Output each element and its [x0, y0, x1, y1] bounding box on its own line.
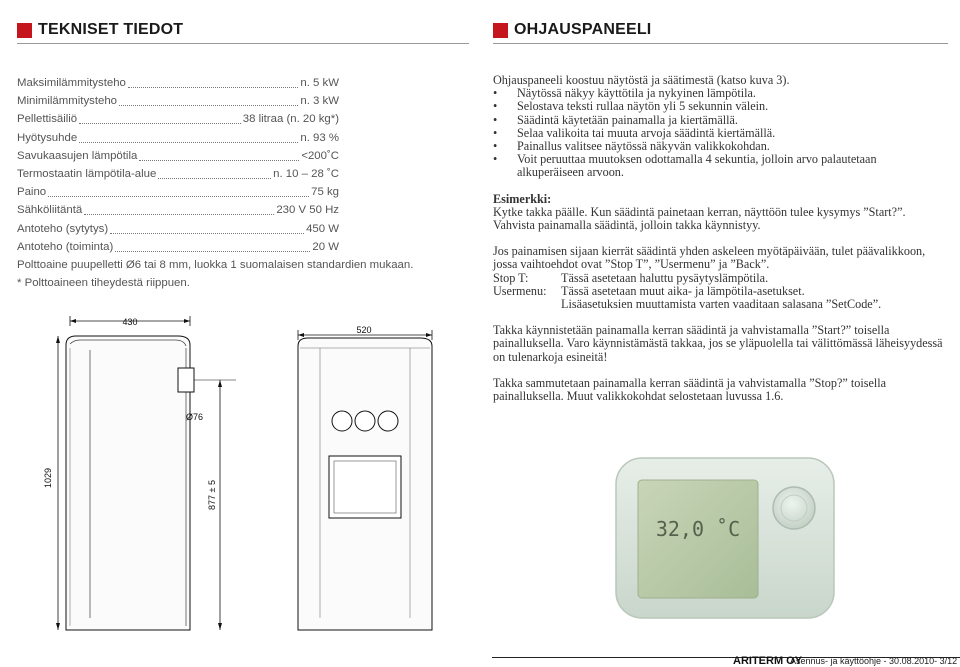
- title-rule-right: [493, 43, 948, 44]
- control-knob[interactable]: [773, 487, 815, 529]
- spec-row: [17, 74, 339, 92]
- control-panel-image: [492, 432, 958, 646]
- bullet-text: Selostava teksti rullaa näytön yli 5 sekunnin välein.: [517, 99, 769, 114]
- spec-row: [17, 238, 339, 256]
- footer-brand: ARITERM OY: [733, 655, 803, 667]
- spec-row: [17, 165, 339, 183]
- spec-label: Termostaatin lämpötila-alue: [17, 168, 157, 181]
- spec-list: [17, 74, 414, 292]
- spec-label: Paino: [17, 186, 47, 199]
- spec-row: [17, 110, 339, 128]
- start-text: Takka käynnistetään painamalla kerran säädintä ja vahvistamalla ”Start?” toisella painalluksella. Varo käynnistämästä takkaa, jos se yläpuolella tai välittömässä läheisyydessä on tulenarkoja esineitä!: [493, 323, 943, 364]
- menu-intro: Jos painamisen sijaan kierrät säädintä yhden askeleen myötäpäivään, tulet päävalikkoon, jossa vaihtoehdot ovat ”Stop T”, ”Usermenu” ja ”Back”.: [493, 244, 926, 272]
- bullet-item: • Säädintä käytetään painamalla ja kiertämällä.: [493, 112, 738, 127]
- stove-side-view: [298, 325, 432, 630]
- example-text: Kytke takka päälle. Kun säädintä painetaan kerran, näyttöön tulee kysymys ”Start?”. Vahvista painamalla säädintä, jolloin takka käynnistyy.: [493, 204, 906, 233]
- spec-label: Savukaasujen lämpötila: [17, 149, 138, 162]
- bullet-text: Voit peruuttaa muutoksen odottamalla 4 sekuntia, jolloin arvo palautetaan alkuperäiseen arvoon.: [517, 152, 877, 180]
- technical-data-title: TEKNISET TIEDOT: [38, 21, 184, 38]
- spec-row: [17, 92, 339, 110]
- spec-value: n. 93 %: [300, 131, 339, 144]
- spec-row: [17, 220, 339, 238]
- footer-page-info: Asennus- ja käyttöohje - 30.08.2010- 3/12: [790, 656, 958, 666]
- spec-row: [17, 201, 339, 219]
- bullet-item: • Selaa valikoita tai muuta arvoja säädintä kiertämällä.: [493, 125, 776, 140]
- width-label: 430: [122, 317, 138, 327]
- title-rule-left: [17, 43, 469, 44]
- menu-text: Tässä asetetaan muut aika- ja lämpötila-asetukset.: [561, 283, 805, 298]
- bullet-item: • Painallus valitsee näytössä näkyvän valikkokohdan.: [493, 139, 770, 154]
- spec-label: Antoteho (sytytys): [17, 222, 109, 235]
- title-marker: [493, 23, 508, 38]
- leader-dots: [110, 224, 304, 234]
- spec-value: 230 V 50 Hz: [276, 204, 339, 217]
- technical-data-heading: [17, 20, 183, 40]
- spec-label: Antoteho (toiminta): [17, 240, 114, 253]
- bullet-text: Painallus valitsee näytössä näkyvän valikkokohdan.: [517, 139, 770, 154]
- control-panel-text: [493, 74, 943, 403]
- height-label: 1029: [43, 467, 53, 489]
- leader-dots: [115, 242, 310, 252]
- leader-dots: [158, 169, 271, 179]
- leader-dots: [119, 96, 298, 106]
- leader-dots: [128, 78, 299, 88]
- stove-front-view: [66, 336, 194, 630]
- outlet-height-label: 877 ± 5: [207, 480, 217, 510]
- control-panel-heading: [493, 20, 651, 40]
- spec-value: n. 5 kW: [300, 77, 339, 90]
- intro-text: Ohjauspaneeli koostuu näytöstä ja säätimestä (katso kuva 3).: [493, 73, 790, 87]
- spec-row: [17, 183, 339, 201]
- leader-dots: [84, 205, 274, 215]
- bullet-item: • Voit peruuttaa muutoksen odottamalla 4 sekuntia, jolloin arvo palautetaan alkuperäiseen arvoon.: [493, 153, 943, 179]
- bullet-text: Selaa valikoita tai muuta arvoja säädintä kiertämällä.: [517, 125, 776, 140]
- leader-dots: [79, 114, 241, 124]
- bullet-text: Näytössä näkyy käyttötila ja nykyinen lämpötila.: [517, 86, 756, 101]
- display-reading: 32,0 ˚C: [655, 517, 741, 541]
- bullet-text: Säädintä käytetään painamalla ja kiertämällä.: [517, 112, 738, 127]
- outlet-height-dimension: [186, 380, 236, 630]
- spec-label: Pellettisäiliö: [17, 113, 78, 126]
- spec-value: 450 W: [306, 222, 339, 235]
- control-panel-title: OHJAUSPANEELI: [514, 21, 652, 38]
- spec-value: 38 litraa (n. 20 kg*): [242, 113, 339, 126]
- stove-dimension-drawing: [0, 300, 470, 650]
- menu-extra: Lisäasetuksien muuttamista varten vaaditaan salasana ”SetCode”.: [561, 297, 882, 312]
- fuel-note: Polttoaine puupelletti Ø6 tai 8 mm, luokka 1 suomalaisen standardien mukaan.: [17, 258, 414, 271]
- leader-dots: [48, 187, 309, 197]
- spec-label: Maksimilämmitysteho: [17, 77, 126, 90]
- leader-dots: [79, 133, 298, 143]
- density-note: * Polttoaineen tiheydestä riippuen.: [17, 277, 190, 290]
- leader-dots: [139, 151, 299, 161]
- spec-value: 75 kg: [311, 186, 339, 199]
- spec-value: n. 3 kW: [300, 95, 339, 108]
- spec-label: Hyötysuhde: [17, 131, 78, 144]
- bullet-item: • Selostava teksti rullaa näytön yli 5 sekunnin välein.: [493, 99, 769, 114]
- title-marker: [17, 23, 32, 38]
- height-dimension: [43, 336, 60, 630]
- example-heading: Esimerkki:: [493, 191, 552, 206]
- menu-key: Usermenu:: [493, 283, 547, 298]
- spec-value: 20 W: [312, 240, 339, 253]
- spec-value: <200˚C: [301, 149, 339, 162]
- bullet-item: • Näytössä näkyy käyttötila ja nykyinen lämpötila.: [493, 86, 756, 101]
- menu-key: Stop T:: [493, 270, 529, 285]
- spec-label: Minimilämmitysteho: [17, 95, 118, 108]
- spec-value: n. 10 – 28 ˚C: [273, 168, 339, 181]
- menu-row: [493, 272, 943, 285]
- stop-text: Takka sammutetaan painamalla kerran säädintä ja vahvistamalla ”Stop?” toisella painalluksella. Muut valikkokohdat selostetaan luvussa 1.6.: [493, 375, 887, 404]
- depth-label: 520: [356, 325, 372, 335]
- spec-row: [17, 147, 339, 165]
- spec-label: Sähköliitäntä: [17, 204, 83, 217]
- flue-diameter-label: Ø76: [186, 412, 204, 422]
- spec-row: [17, 129, 339, 147]
- menu-text: Tässä asetetaan haluttu pysäytyslämpötila.: [561, 270, 769, 285]
- width-dimension: [70, 316, 190, 327]
